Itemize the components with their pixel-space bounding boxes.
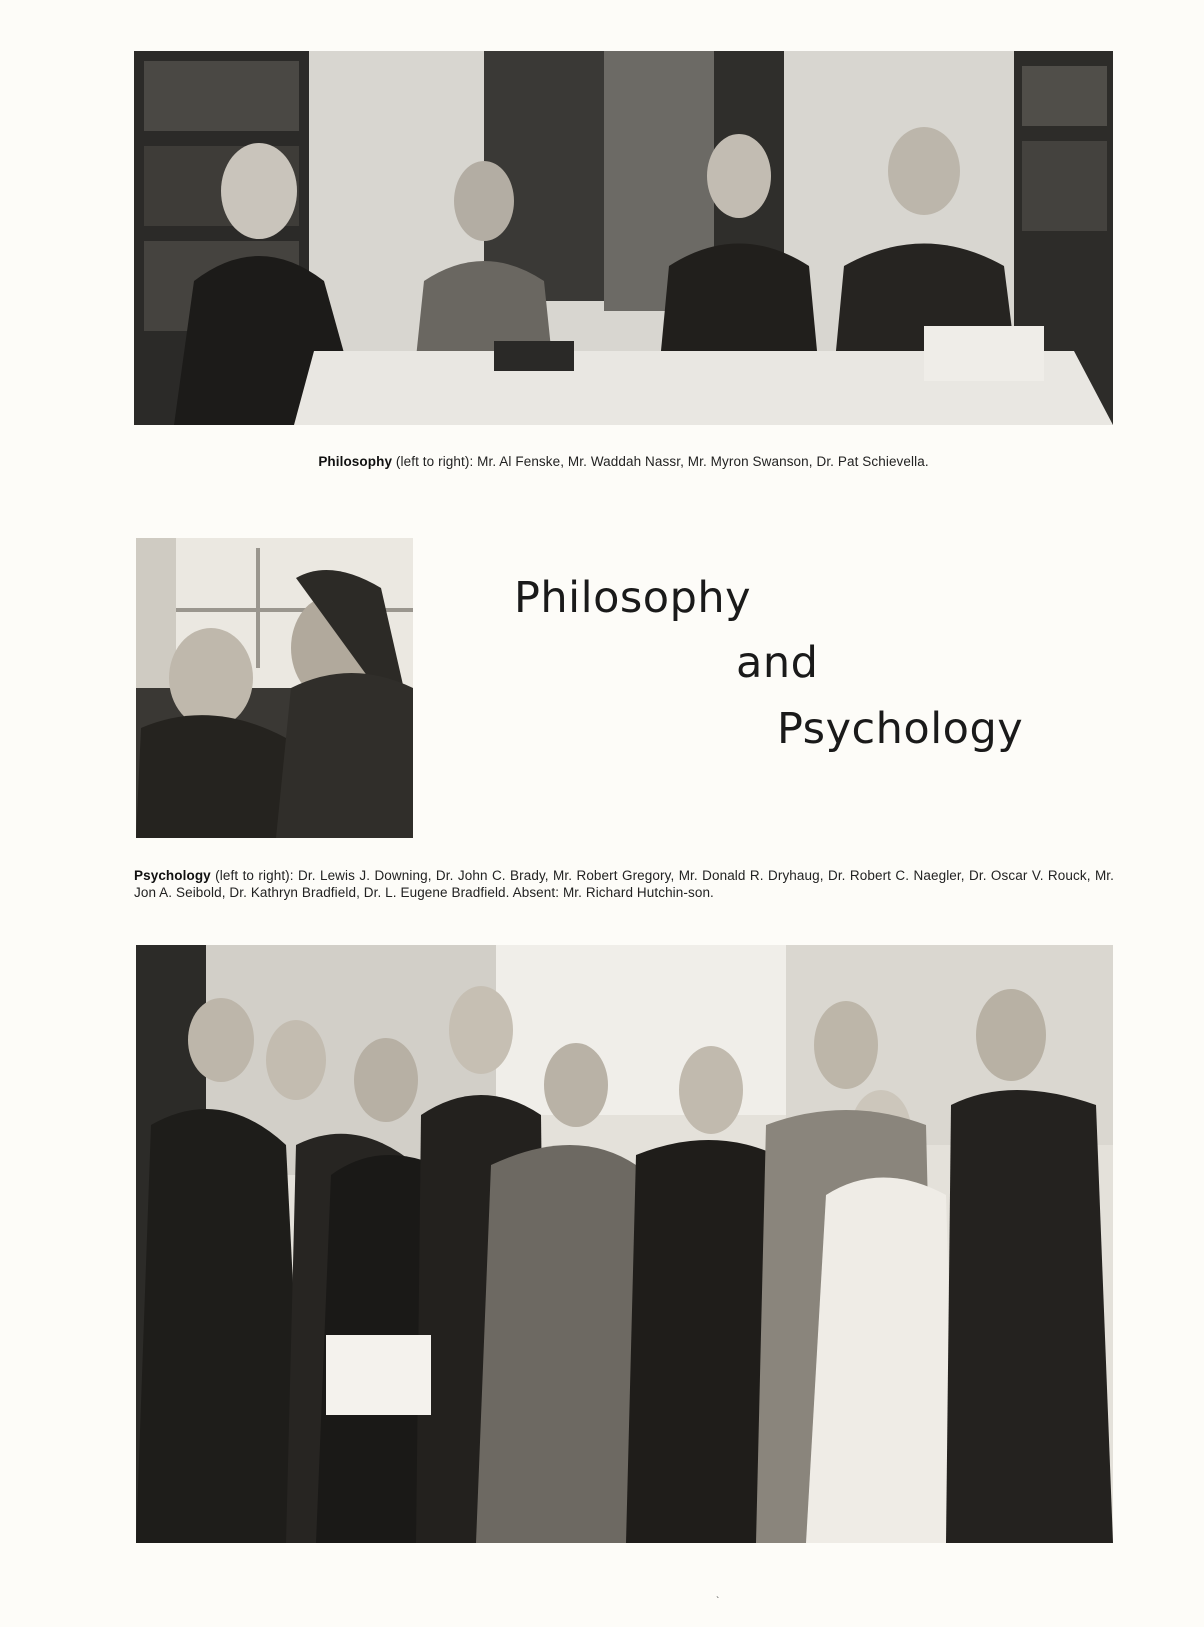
candid-photo-illustration: [136, 538, 413, 838]
psychology-photo-illustration: [136, 945, 1113, 1543]
title-philosophy: Philosophy: [514, 573, 752, 623]
philosophy-faculty-photo: [134, 51, 1113, 425]
psychology-caption-text: (left to right): Dr. Lewis J. Downing, Dr. John C. Brady, Mr. Robert Gregory, Mr. Donald R. Dryhaug, Dr. Robert C. Naegler, Dr. Oscar V. Rouck, Mr. Jon A. Seibold, Dr. Kathryn Bradfield, Dr. L. Eugene Bradfield. Absent: Mr. Richard Hutchin-son.: [134, 868, 1114, 900]
philosophy-caption: [134, 453, 1113, 470]
title-and: and: [736, 638, 819, 688]
psychology-faculty-photo: [136, 945, 1113, 1543]
psychology-caption-label: Psychology: [134, 868, 211, 883]
page-mark: `: [716, 1596, 720, 1607]
title-psychology: Psychology: [777, 704, 1024, 754]
candid-photo: [136, 538, 413, 838]
psychology-caption: [134, 867, 1114, 901]
philosophy-caption-label: Philosophy: [318, 454, 393, 469]
philosophy-caption-text: (left to right): Mr. Al Fenske, Mr. Waddah Nassr, Mr. Myron Swanson, Dr. Pat Schievella.: [392, 454, 929, 469]
philosophy-photo-illustration: [134, 51, 1113, 425]
